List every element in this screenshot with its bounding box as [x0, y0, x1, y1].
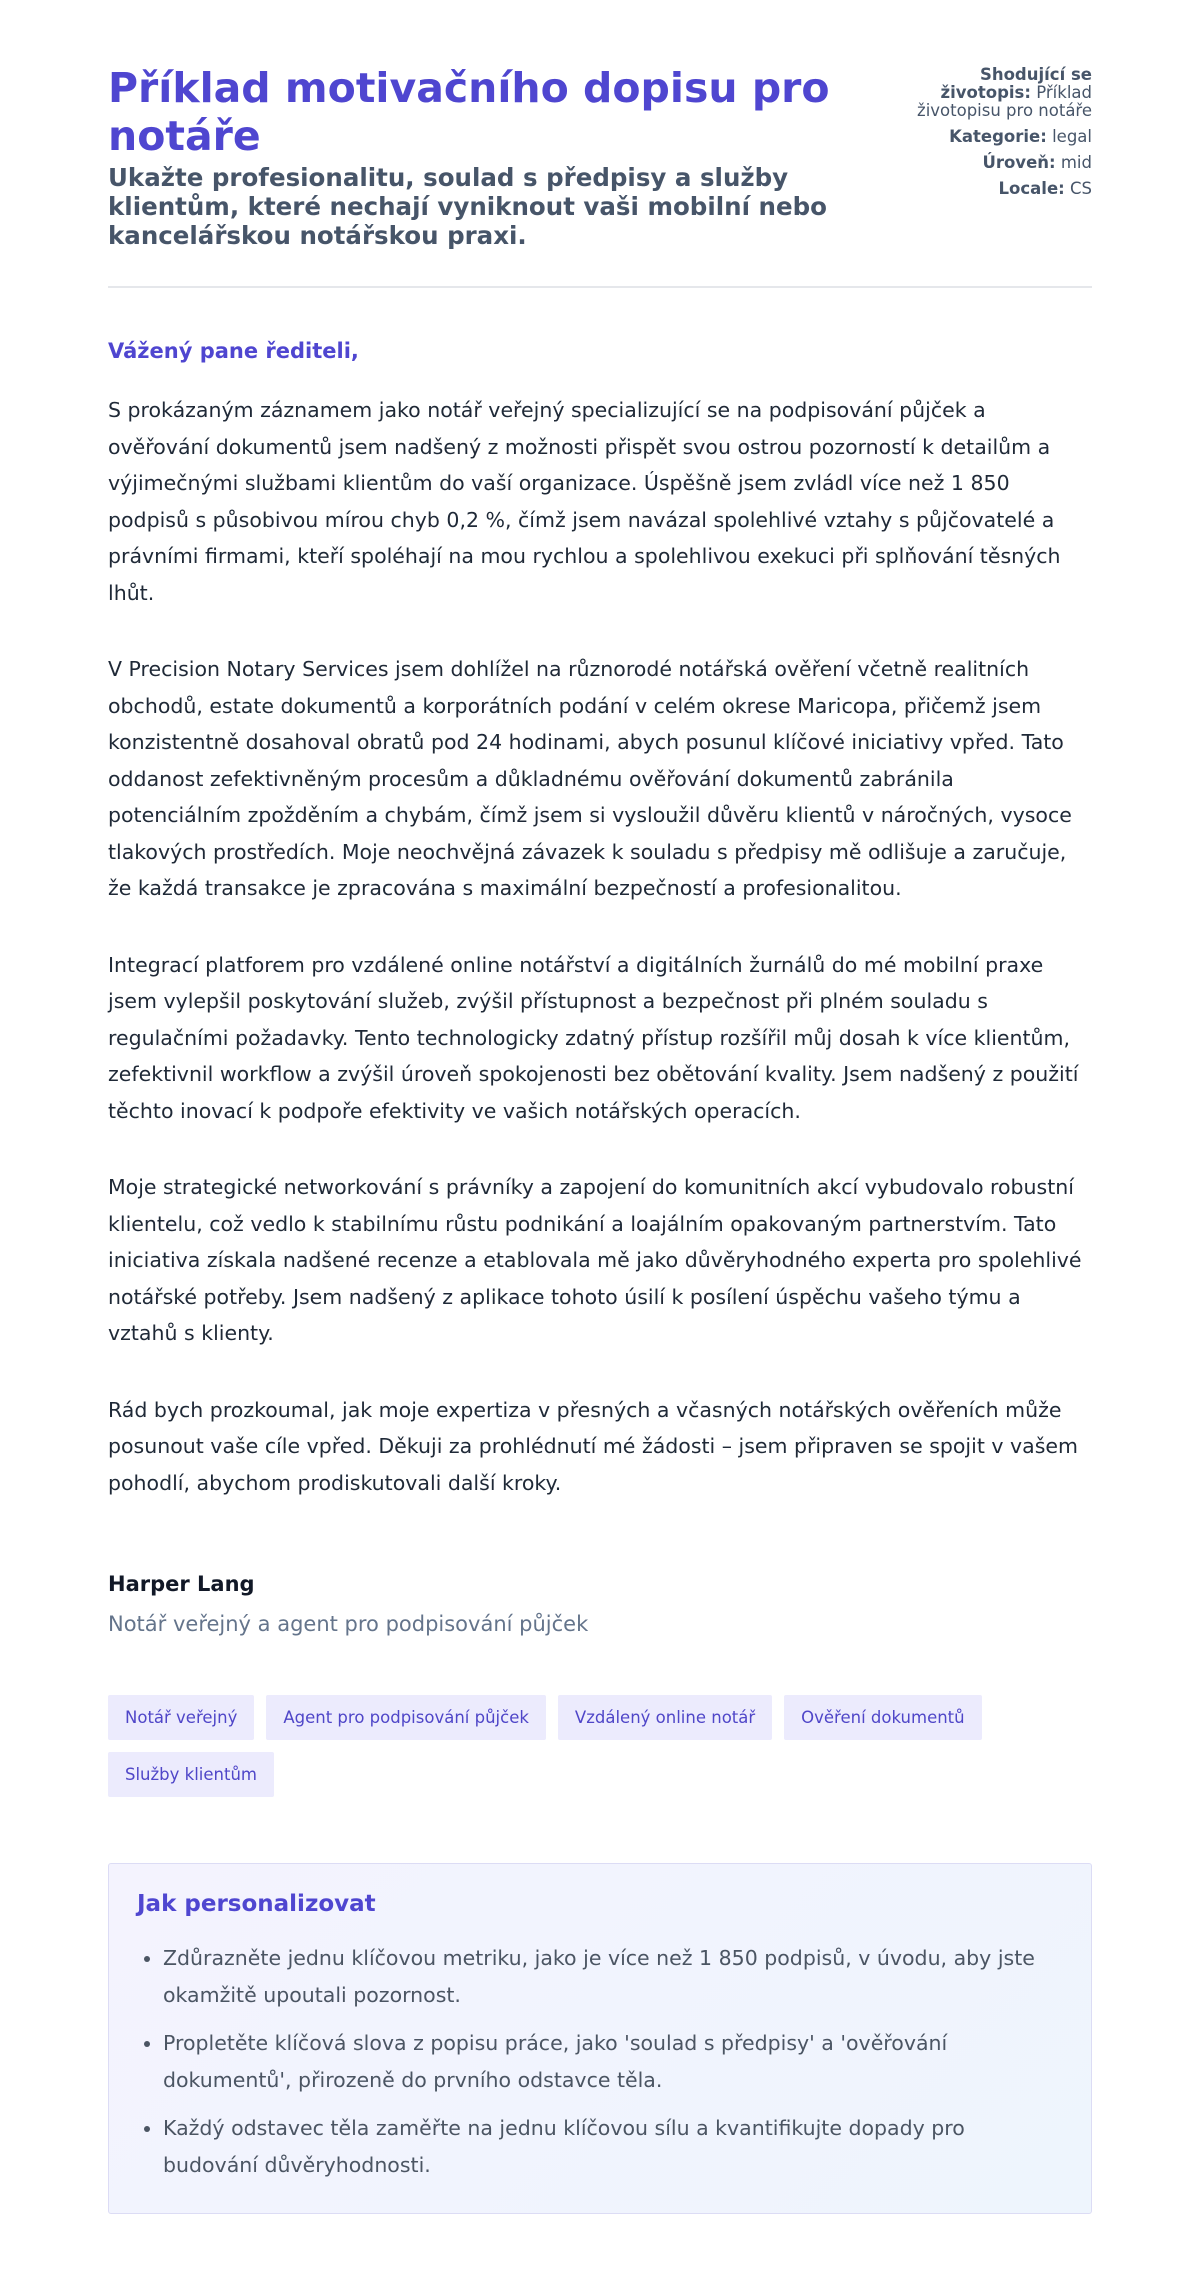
- page-header: [108, 64, 1092, 250]
- list-item: • Zdůrazněte jednu klíčovou metriku, jako je více než 1 850 podpisů, v úvodu, aby jste okamžitě upoutali pozornost.: [163, 1940, 1063, 2013]
- meta-panel: [887, 66, 1092, 206]
- list-item: • Propletěte klíčová slova z popisu práce, jako 'soulad s předpisy' a 'ověřování dokumentů', přirozeně do prvního odstavce těla.: [163, 2025, 1063, 2098]
- meta-locale: [887, 180, 1092, 198]
- meta-level-label: Úroveň:: [982, 153, 1056, 172]
- tag[interactable]: Ověření dokumentů: [784, 1695, 981, 1740]
- header-divider: [108, 286, 1092, 288]
- letter-greeting: Vážený pane řediteli,: [108, 339, 359, 363]
- letter-paragraph: Moje strategické networkování s právníky a zapojení do komunitních akcí vybudovalo robustní klientelu, což vedlo k stabilnímu růstu podnikání a loajálním opakovaným partnerstvím. Tato iniciativa získala nadšené recenze a etablovala mě jako důvěryhodného experta pro spolehlivé notářské potřeby. Jsem nadšený z aplikace tohoto úsilí k posílení úspěchu vašeho týmu a vztahů s klienty.: [108, 1175, 1082, 1345]
- meta-category-value: legal: [1052, 127, 1092, 146]
- meta-category: [887, 128, 1092, 146]
- meta-resume: [887, 66, 1092, 120]
- page-title: Příklad motivačního dopisu pro notáře: [108, 64, 830, 160]
- tag[interactable]: Notář veřejný: [108, 1695, 254, 1740]
- signature-role: Notář veřejný a agent pro podpisování půjček: [108, 1612, 589, 1636]
- meta-level: [887, 154, 1092, 172]
- personalize-card: [108, 1863, 1092, 2214]
- meta-resume-link[interactable]: Příklad životopisu pro notáře: [917, 83, 1092, 120]
- letter-paragraph: S prokázaným záznamem jako notář veřejný specializující se na podpisování půjček a ověřování dokumentů jsem nadšený z možnosti přispět svou ostrou pozorností k detailům a výjimečnými službami klientům do vaší organizace. Úspěšně jsem zvládl více než 1 850 podpisů s působivou mírou chyb 0,2 %, čímž jsem navázal spolehlivé vztahy s půjčovatelé a právními firmami, kteří spoléhají na mou rychlou a spolehlivou exekuci při splňování těsných lhůt.: [108, 398, 1061, 605]
- tag[interactable]: Vzdálený online notář: [558, 1695, 772, 1740]
- letter-paragraph: Integrací platforem pro vzdálené online notářství a digitálních žurnálů do mé mobilní praxe jsem vylepšil poskytování služeb, zvýšil přístupnost a bezpečnost při plném souladu s regulačními požadavky. Tento technologicky zdatný přístup rozšířil můj dosah k více klientům, zefektivnil workflow a zvýšil úroveň spokojenosti bez obětování kvality. Jsem nadšený z použití těchto inovací k podpoře efektivity ve vašich notářských operacích.: [108, 952, 1079, 1123]
- meta-locale-label: Locale:: [998, 179, 1065, 198]
- signature-name: Harper Lang: [108, 1572, 255, 1596]
- tag[interactable]: Agent pro podpisování půjček: [266, 1695, 546, 1740]
- letter-paragraph: V Precision Notary Services jsem dohlížel na různorodé notářská ověření včetně realitních obchodů, estate dokumentů a korporátních podání v celém okrese Maricopa, přičemž jsem konzistentně dosahoval obratů pod 24 hodinami, abych posunul klíčové iniciativy vpřed. Tato oddanost zefektivněným procesům a důkladnému ověřování dokumentů zabránila potenciálním zpožděním a chybám, čímž jsem si vysloužil důvěru klientů v náročných, vysoce tlakových prostředích. Moje neochvějná závazek k souladu s předpisy mě odlišuje a zaručuje, že každá transakce je zpracována s maximální bezpečností a profesionalitou.: [108, 657, 1072, 900]
- meta-category-label: Kategorie:: [949, 127, 1047, 146]
- meta-resume-label: Shodující se životopis:: [940, 65, 1092, 102]
- page-subtitle: Ukažte profesionalitu, soulad s předpisy a služby klientům, které nechají vyniknout vaši mobilní nebo kancelářskou notářskou praxi.: [108, 163, 827, 250]
- letter-paragraph: Rád bych prozkoumal, jak moje expertiza v přesných a včasných notářských ověřeních může posunout vaše cíle vpřed. Děkuji za prohlédnutí mé žádosti – jsem připraven se spojit v vašem pohodlí, abychom prodiskutovali další kroky.: [108, 1397, 1078, 1495]
- personalize-list: [137, 1940, 1063, 2183]
- letter-body: [108, 392, 1092, 1501]
- meta-level-value: mid: [1060, 153, 1092, 172]
- personalize-title: Jak personalizovat: [137, 1891, 376, 1917]
- tag-list: [108, 1695, 1098, 1797]
- tag[interactable]: Služby klientům: [108, 1752, 274, 1797]
- header-titles: [108, 64, 887, 250]
- list-item: • Každý odstavec těla zaměřte na jednu klíčovou sílu a kvantifikujte dopady pro budování důvěryhodnosti.: [163, 2110, 1063, 2183]
- meta-locale-value: CS: [1070, 179, 1092, 198]
